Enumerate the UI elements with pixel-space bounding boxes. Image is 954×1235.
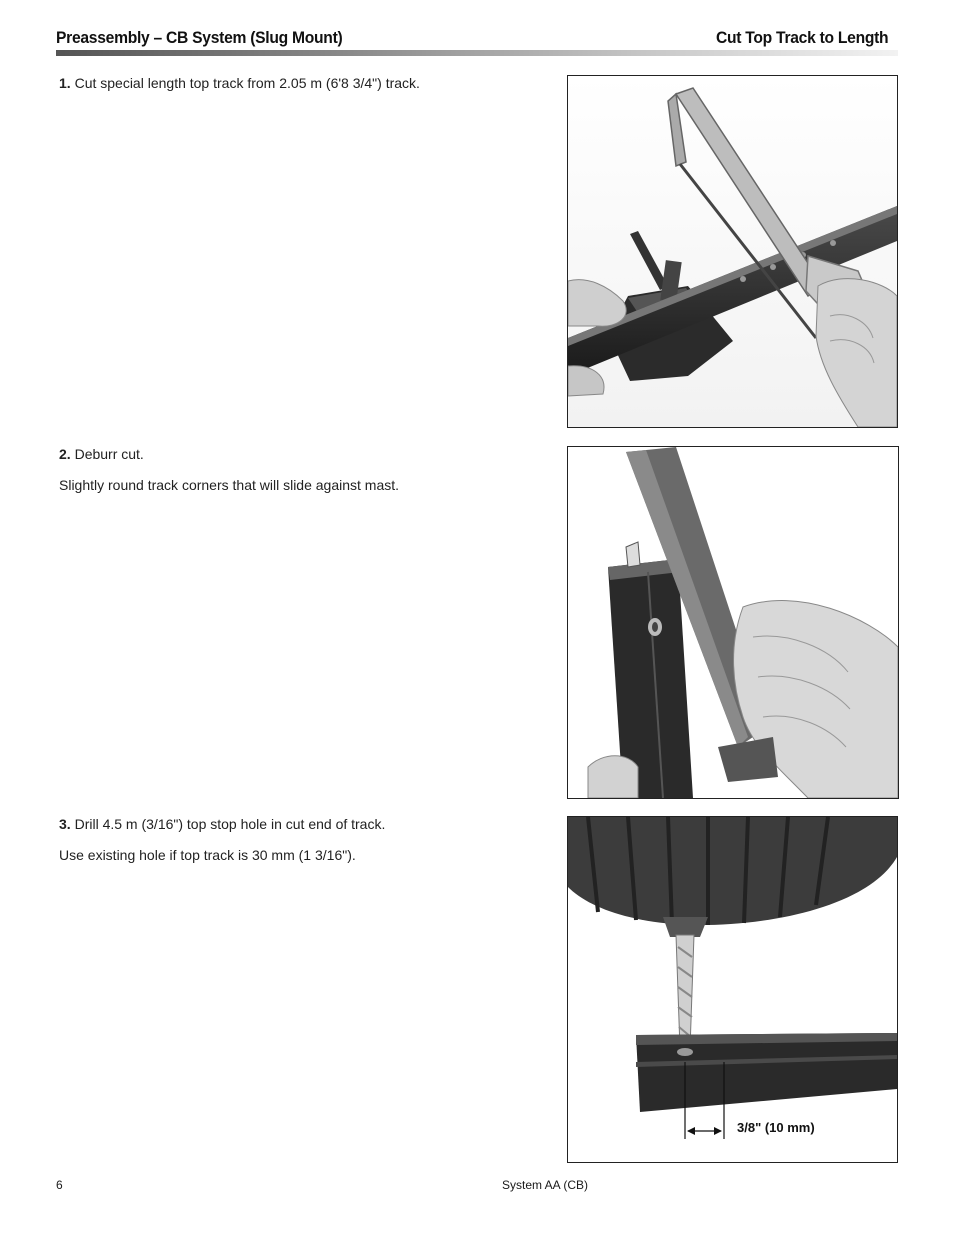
step-number: 3.	[59, 816, 71, 832]
step-text: Deburr cut.	[74, 446, 144, 462]
page-header	[56, 28, 898, 58]
figure-cut-track-photo	[567, 75, 898, 428]
dimension-label: 3/8" (10 mm)	[737, 1120, 815, 1135]
step-note: Slightly round track corners that will slide against mast.	[59, 477, 400, 493]
step-number: 2.	[59, 446, 71, 462]
section-title: Preassembly – CB System (Slug Mount)	[56, 28, 343, 47]
step-3	[59, 816, 385, 878]
header-rule	[56, 50, 898, 56]
figure-deburr-photo	[567, 446, 899, 799]
step-number: 1.	[59, 75, 71, 91]
topic-title: Cut Top Track to Length	[715, 28, 888, 47]
document-title: System AA (CB)	[501, 1178, 589, 1192]
drill-illustration	[568, 817, 897, 1162]
step-1	[59, 75, 420, 106]
step-text: Drill 4.5 m (3/16") top stop hole in cut end of track.	[74, 816, 386, 832]
file-deburr-illustration	[568, 447, 898, 798]
page-number: 6	[56, 1178, 63, 1192]
step-text: Cut special length top track from 2.05 m (6'8 3/4") track.	[74, 75, 420, 91]
figure-drill-photo	[567, 816, 898, 1163]
hacksaw-illustration	[568, 76, 897, 427]
step-2	[59, 446, 399, 508]
step-note: Use existing hole if top track is 30 mm (1 3/16").	[59, 847, 356, 863]
